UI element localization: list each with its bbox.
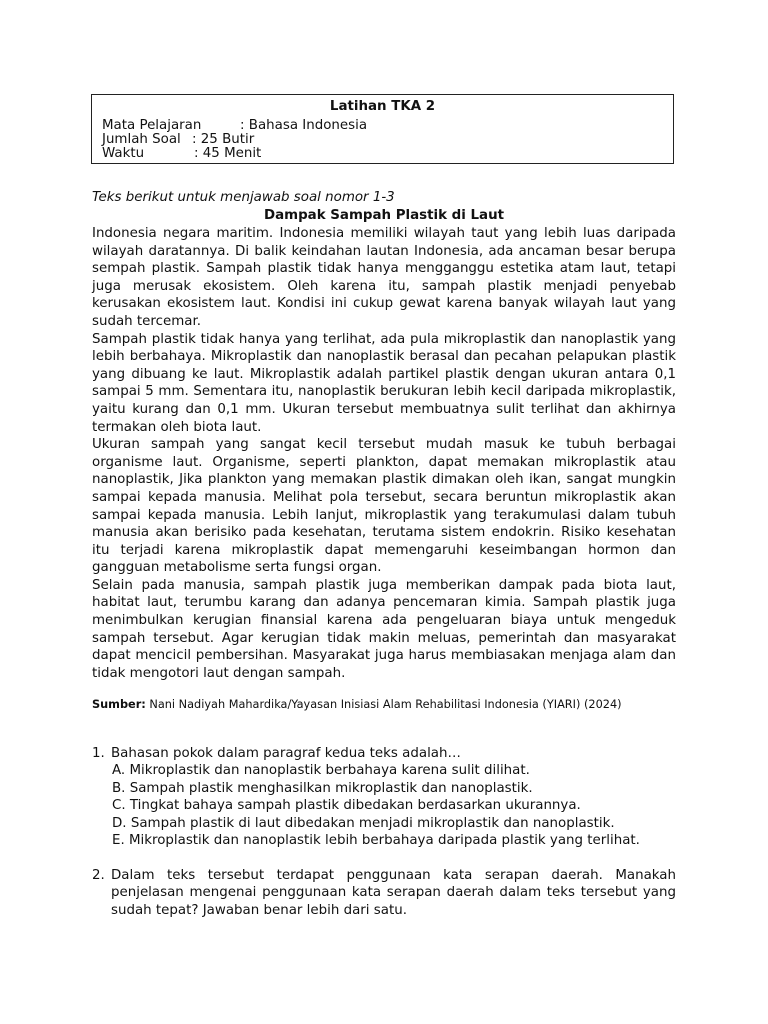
paragraph: Sampah plastik tidak hanya yang terlihat, ada pula mikroplastik dan nanoplastik yang lebih berbahaya. Mikroplastik dan nanoplastik berasal dan pecahan pelapukan plastik yang dibuang ke laut. Mikroplastik adalah partikel plastik dengan ukuran antara 0,1 sampai 5 mm. Sementara itu, nanoplastik berukuran lebih kecil daripada mikroplastik, yaitu kurang dan 0,1 mm. Ukuran tersebut membuatnya sulit terlihat dan akhirnya termakan oleh biota laut. <box>92 331 676 435</box>
answer-options <box>92 762 676 849</box>
article-title: Dampak Sampah Plastik di Laut <box>263 208 505 223</box>
meta-value: : 25 Butir <box>192 132 255 147</box>
meta-row-duration <box>102 147 367 161</box>
meta-label: Jumlah Soal <box>102 132 181 147</box>
paragraph: Selain pada manusia, sampah plastik juga memberikan dampak pada biota laut, habitat laut, terumbu karang dan adanya pencemaran kimia. Sampah plastik juga menimbulkan kerugian finansial karena ada pengeluaran biaya untuk mengeduk sampah tersebut. Agar kerugian tidak makin meluas, pemerintah dan masyarakat dapat mencicil pembersihan. Masyarakat juga harus membiasakan menjaga alam dan tidak mengotori laut dengan sampah. <box>92 577 676 681</box>
page-title: Latihan TKA 2 <box>329 99 436 114</box>
paragraph: Ukuran sampah yang sangat kecil tersebut mudah masuk ke tubuh berbagai organisme laut. Organisme, seperti plankton, dapat memakan mikroplastik atau nanoplastik, Jika plankton yang memakan plastik dimakan oleh ikan, sangat mungkin sampai kepada manusia. Melihat pola tersebut, secara beruntun mikroplastik akan sampai kepada manusia. Lebih lanjut, mikroplastik yang terakumulasi dalam tubuh manusia akan berisiko pada kesehatan, terutama sistem endokrin. Risiko kesehatan itu terjadi karena mikroplastik dapat memengaruhi keseimbangan hormon dan gangguan metabolisme serta fungsi organ. <box>92 437 676 576</box>
question-number: 1. <box>92 746 105 761</box>
answer-option-a[interactable]: A. Mikroplastik dan nanoplastik berbahaya karena sulit dilihat. <box>112 763 530 779</box>
answer-option-e[interactable]: E. Mikroplastik dan nanoplastik lebih berbahaya daripada plastik yang terlihat. <box>112 833 640 849</box>
question-stem <box>92 867 676 919</box>
meta-label: Waktu <box>102 146 145 161</box>
question-1 <box>92 745 676 849</box>
question-number: 2. <box>92 868 105 883</box>
header-box <box>91 94 674 164</box>
meta-row-subject <box>102 119 367 133</box>
meta-row-question-count <box>102 133 367 147</box>
question-stem <box>92 745 676 762</box>
meta-value: : 45 Menit <box>194 146 262 161</box>
meta-value: : Bahasa Indonesia <box>240 118 368 133</box>
question-2 <box>92 867 676 919</box>
meta-label: Mata Pelajaran <box>102 118 202 133</box>
source-text: Nani Nadiyah Mahardika/Yayasan Inisiasi Alam Rehabilitasi Indonesia (YIARI) (2024) <box>145 698 622 711</box>
paragraph: Indonesia negara maritim. Indonesia memiliki wilayah taut yang lebih luas daripada wilayah daratannya. Di balik keindahan lautan Indonesia, ada ancaman besar berupa sempah plastik. Sampah plastik tidak hanya mengganggu estetika atam laut, tetapi juga merusak ekosistem. Oleh karena itu, sampah plastik menjadi penyebab kerusakan ekosistem laut. Kondisi ini cukup gewat karena banyak wilayah laut yang sudah tercemar. <box>92 226 676 329</box>
instruction-text: Teks berikut untuk menjawab soal nomor 1-3 <box>92 190 395 205</box>
article-body <box>92 225 676 682</box>
question-text: Dalam teks tersebut terdapat penggunaan kata serapan daerah. Manakah penjelasan mengenai penggunaan kata serapan daerah dalam teks tersebut yang sudah tepat? Jawaban benar lebih dari satu. <box>111 868 676 918</box>
answer-option-d[interactable]: D. Sampah plastik di laut dibedakan menjadi mikroplastik dan nanoplastik. <box>112 815 615 831</box>
source-citation <box>92 697 676 712</box>
question-text: Bahasan pokok dalam paragraf kedua teks adalah… <box>111 746 461 761</box>
answer-option-c[interactable]: C. Tingkat bahaya sampah plastik dibedakan berdasarkan ukurannya. <box>112 798 581 814</box>
answer-option-b[interactable]: B. Sampah plastik menghasilkan mikroplastik dan nanoplastik. <box>112 780 533 796</box>
exam-meta <box>102 119 367 161</box>
source-label: Sumber: <box>92 698 146 711</box>
